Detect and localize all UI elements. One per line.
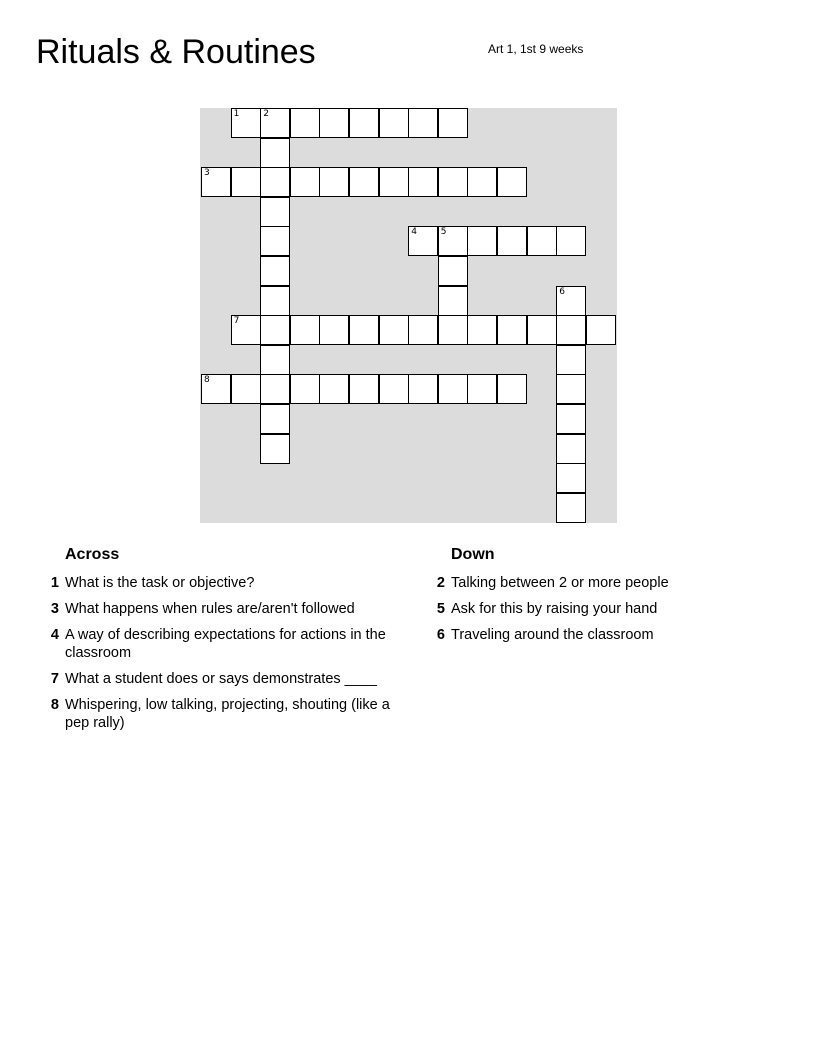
clue-text: Ask for this by raising your hand [451, 601, 658, 617]
clue-number: 6 [436, 627, 445, 643]
crossword-cell[interactable] [497, 226, 527, 256]
crossword-cell[interactable] [556, 493, 586, 523]
crossword-cell[interactable] [438, 108, 468, 138]
crossword-cell[interactable] [438, 256, 468, 286]
crossword-cell[interactable] [260, 197, 290, 227]
crossword-cell[interactable] [349, 167, 379, 197]
crossword-cell[interactable] [497, 315, 527, 345]
crossword-cell[interactable] [260, 256, 290, 286]
crossword-cell[interactable] [319, 167, 349, 197]
crossword-cell[interactable] [497, 167, 527, 197]
crossword-cell[interactable] [408, 226, 438, 256]
page-title: Rituals & Routines [36, 33, 316, 71]
down-clues [430, 546, 730, 652]
clue-text: Whispering, low talking, projecting, shouting (like a pep rally) [65, 697, 390, 731]
crossword-cell[interactable] [497, 374, 527, 404]
crossword-cell[interactable] [201, 374, 231, 404]
crossword-cell[interactable] [438, 374, 468, 404]
crossword-cell[interactable] [260, 345, 290, 375]
cell-number: 3 [204, 168, 210, 179]
crossword-cell[interactable] [527, 226, 557, 256]
crossword-cell[interactable] [408, 167, 438, 197]
crossword-cell[interactable] [379, 167, 409, 197]
crossword-cell[interactable] [260, 434, 290, 464]
crossword-cell[interactable] [556, 226, 586, 256]
crossword-cell[interactable] [260, 108, 290, 138]
cell-number: 7 [233, 316, 240, 327]
clue-text: Talking between 2 or more people [451, 575, 669, 591]
clue-number: 5 [436, 601, 445, 617]
crossword-cell[interactable] [260, 138, 290, 168]
crossword-cell[interactable] [556, 345, 586, 375]
clue-text: A way of describing expectations for actions in the classroom [65, 627, 386, 661]
crossword-cell[interactable] [290, 315, 320, 345]
clue-number: 8 [50, 697, 59, 713]
crossword-cell[interactable] [260, 226, 290, 256]
crossword-cell[interactable] [438, 286, 468, 316]
crossword-cell[interactable] [556, 315, 586, 345]
crossword-cell[interactable] [408, 315, 438, 345]
crossword-cell[interactable] [290, 374, 320, 404]
clue-item [44, 574, 400, 592]
clue-text: What a student does or says demonstrates ____ [65, 671, 377, 687]
crossword-cell[interactable] [319, 374, 349, 404]
cell-number: 5 [440, 227, 447, 238]
clue-text: What is the task or objective? [65, 575, 255, 591]
clue-text: What happens when rules are/aren't followed [65, 601, 355, 617]
crossword-cell[interactable] [349, 315, 379, 345]
clue-item [430, 600, 730, 618]
crossword-cell[interactable] [438, 226, 468, 256]
cell-number: 6 [559, 286, 565, 297]
clue-number: 3 [50, 601, 59, 617]
across-clues [44, 546, 400, 740]
crossword-cell[interactable] [556, 434, 586, 464]
crossword-cell[interactable] [379, 374, 409, 404]
clue-item [44, 670, 400, 688]
clue-number: 2 [436, 575, 445, 591]
clue-text: Traveling around the classroom [451, 627, 654, 643]
crossword-cell[interactable] [231, 167, 261, 197]
crossword-cell[interactable] [467, 167, 497, 197]
crossword-cell[interactable] [290, 108, 320, 138]
crossword-cell[interactable] [408, 108, 438, 138]
clue-number: 1 [50, 575, 59, 591]
crossword-cell[interactable] [260, 167, 290, 197]
clue-item [44, 626, 400, 662]
crossword-cell[interactable] [527, 315, 557, 345]
crossword-cell[interactable] [349, 374, 379, 404]
crossword-cell[interactable] [260, 404, 290, 434]
down-heading: Down [451, 546, 495, 563]
crossword-cell[interactable] [349, 108, 379, 138]
cell-number: 2 [263, 109, 269, 119]
crossword-cell[interactable] [556, 286, 586, 316]
crossword-cell[interactable] [290, 167, 320, 197]
clue-item [430, 626, 730, 644]
crossword-cell[interactable] [408, 374, 438, 404]
page-subtitle: Art 1, 1st 9 weeks [488, 42, 584, 56]
crossword-cell[interactable] [438, 315, 468, 345]
crossword-cell[interactable] [260, 374, 290, 404]
crossword-cell[interactable] [556, 463, 586, 493]
crossword-cell[interactable] [319, 108, 349, 138]
crossword-cell[interactable] [231, 374, 261, 404]
clue-number: 7 [50, 671, 59, 687]
crossword-cell[interactable] [586, 315, 616, 345]
cell-number: 1 [233, 109, 240, 119]
clue-number: 4 [50, 627, 59, 643]
cell-number: 8 [204, 375, 210, 386]
crossword-cell[interactable] [556, 374, 586, 404]
crossword-cell[interactable] [260, 315, 290, 345]
crossword-cell[interactable] [438, 167, 468, 197]
crossword-cell[interactable] [231, 108, 261, 138]
across-heading: Across [65, 546, 120, 563]
crossword-grid [200, 108, 617, 523]
clue-item [430, 574, 730, 592]
crossword-cell[interactable] [260, 286, 290, 316]
cell-number: 4 [411, 227, 417, 238]
clue-item [44, 600, 400, 618]
crossword-cell[interactable] [379, 315, 409, 345]
crossword-cell[interactable] [467, 374, 497, 404]
crossword-cell[interactable] [379, 108, 409, 138]
clue-item [44, 696, 400, 732]
crossword-cell[interactable] [201, 167, 231, 197]
crossword-cell[interactable] [231, 315, 261, 345]
crossword-cell[interactable] [319, 315, 349, 345]
crossword-cell[interactable] [467, 226, 497, 256]
crossword-cell[interactable] [467, 315, 497, 345]
crossword-cell[interactable] [556, 404, 586, 434]
